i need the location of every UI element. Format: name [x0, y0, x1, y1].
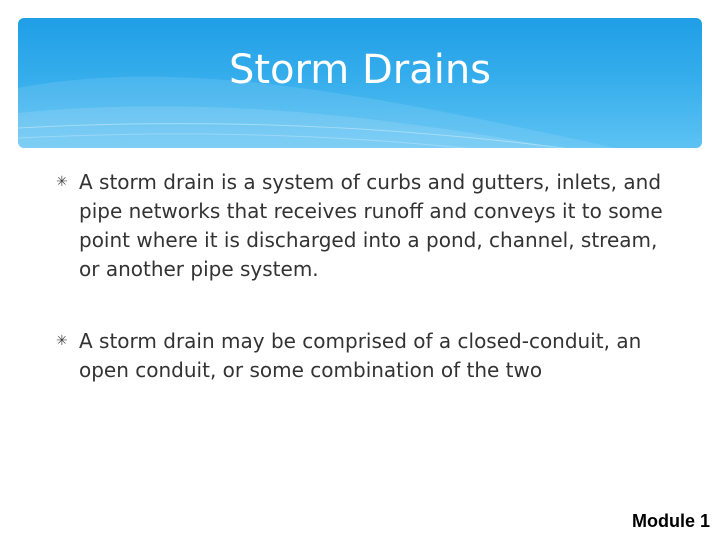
bullet-item [56, 168, 666, 284]
slide-title: Storm Drains [228, 47, 492, 93]
bullet-list [56, 168, 666, 385]
bullet-text: A storm drain may be comprised of a closed-conduit, an open conduit, or some combination of the two [79, 329, 642, 382]
bullet-item [56, 327, 666, 385]
bullet-text: A storm drain is a system of curbs and gutters, inlets, and pipe networks that receives runoff and conveys it to some point where it is discharged into a pond, channel, stream, or another pipe system. [79, 170, 663, 281]
module-label: Module 1 [631, 511, 710, 531]
asterisk-bullet-icon: ✳ [56, 333, 68, 349]
asterisk-bullet-icon: ✳ [56, 174, 68, 190]
